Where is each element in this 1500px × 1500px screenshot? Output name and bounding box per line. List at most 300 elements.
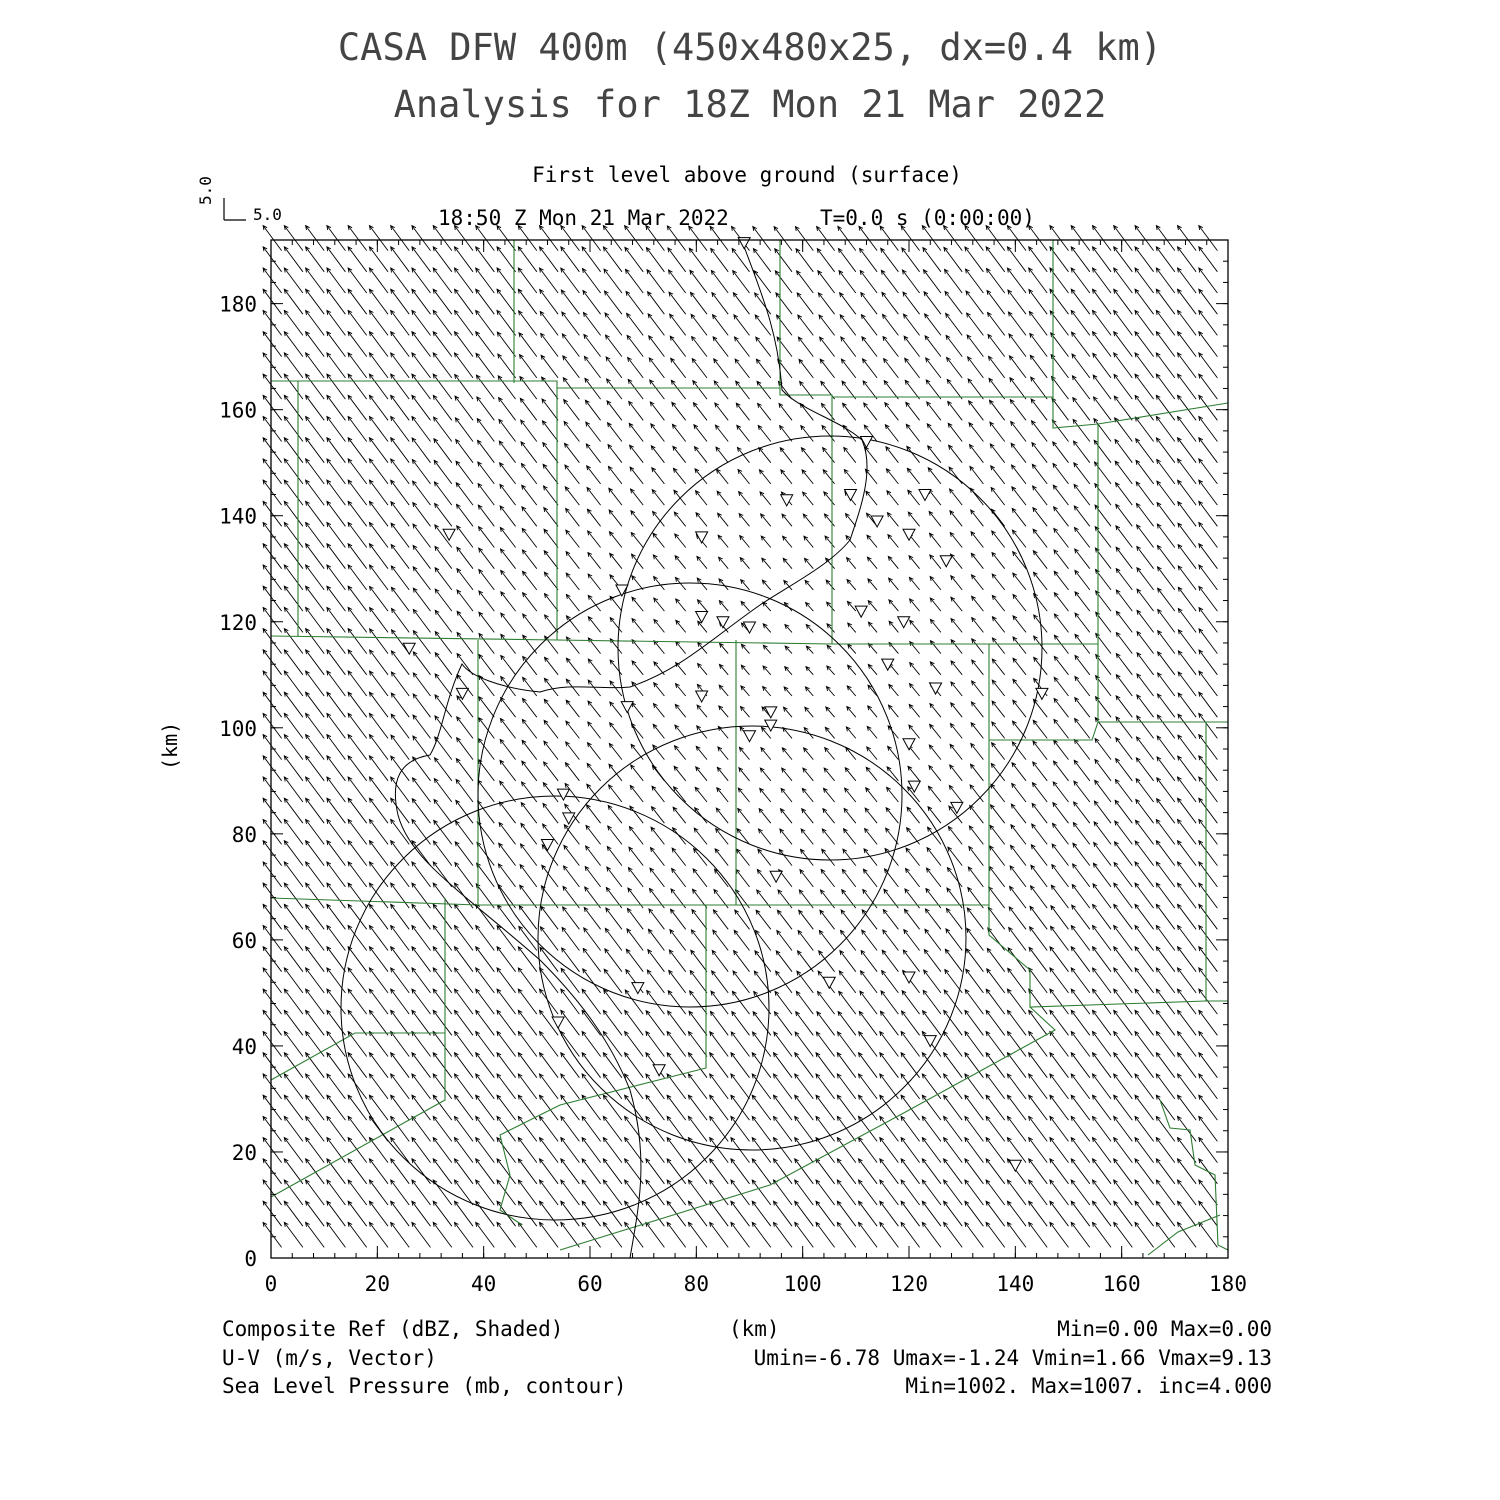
wind-vector [1029,311,1047,335]
wind-vector [668,248,686,272]
wind-vector [327,650,346,675]
wind-vector [777,337,792,357]
wind-vector [435,653,452,675]
wind-vector [1178,395,1197,420]
wind-vector [695,447,708,463]
wind-vector [1178,480,1197,505]
wind-vector [781,470,792,484]
wind-vector [859,1159,878,1184]
wind-vector [930,533,941,547]
wind-vector [588,617,600,633]
wind-vector [944,1138,963,1163]
wind-vector [1135,883,1154,908]
wind-vector [1137,737,1154,760]
wind-vector [1029,1180,1048,1205]
wind-vector [676,684,686,696]
wind-vector [825,727,834,738]
wind-vector [629,827,643,845]
wind-vector [562,334,579,357]
title-line-1: CASA DFW 400m (450x480x25, dx=0.4 km) [337,26,1163,69]
wind-vector [803,514,813,526]
wind-vector [865,829,878,845]
wind-vector [1008,290,1026,314]
wind-vector [697,705,707,717]
wind-vector [756,337,771,357]
wind-vector [497,1180,516,1205]
wind-vector [455,968,474,993]
wind-vector [542,845,558,866]
wind-vector [561,290,579,314]
wind-vector [604,269,622,293]
wind-vector [992,680,1005,696]
wind-vector [1093,289,1112,314]
wind-vector [689,248,707,272]
wind-vector [667,1180,686,1205]
wind-vector [520,377,537,400]
wind-vector [1007,989,1026,1014]
wind-vector [712,293,728,315]
wind-vector [412,841,431,866]
wind-vector [887,513,898,527]
wind-vector [284,1032,303,1057]
wind-vector [327,353,346,378]
wind-vector [863,359,878,378]
wind-vector [827,624,835,633]
wind-vector [1114,332,1133,357]
wind-vector [646,248,664,272]
wind-vector [1199,501,1218,526]
wind-vector [817,227,835,251]
wind-vector [625,1010,644,1035]
wind-vector [540,290,558,315]
wind-vector [1054,761,1069,781]
wind-vector [752,1180,771,1205]
wind-vector [627,929,643,951]
wind-vector [717,767,728,781]
wind-vector [1007,1010,1026,1035]
wind-vector [906,424,919,441]
wind-vector [1135,947,1154,972]
wind-vector [518,1222,537,1247]
wind-vector [1009,927,1026,950]
wind-vector [883,337,898,357]
wind-vector [412,1010,431,1035]
wind-vector [1074,802,1090,823]
wind-vector [1199,904,1218,929]
wind-vector [585,378,601,399]
wind-vector [987,269,1005,294]
wind-vector [738,788,749,802]
wind-vector [1136,482,1153,505]
wind-vector [1158,673,1175,696]
station-marker [1036,688,1048,699]
wind-vector [562,948,580,972]
wind-vector [731,1159,750,1184]
wind-vector [923,248,941,272]
wind-vector [608,806,622,824]
wind-vector [369,926,388,951]
wind-vector [413,631,430,654]
wind-vector [1178,1053,1197,1078]
wind-vector [1093,247,1112,272]
wind-vector [795,1053,814,1078]
wind-vector [519,906,537,930]
wind-vector [455,1010,474,1035]
wind-vector [1093,947,1112,972]
wind-vector [795,1032,813,1057]
wind-vector [883,314,899,335]
wind-vector [391,904,410,929]
wind-vector [970,806,984,824]
wind-vector [688,1116,707,1141]
wind-vector [1011,825,1026,845]
wind-vector [1007,1074,1026,1099]
wind-vector [731,1222,750,1247]
wind-vector [561,1159,580,1184]
wind-vector [1007,1201,1026,1226]
wind-vector [263,1201,282,1226]
wind-vector [348,1222,367,1247]
wind-vector [348,438,367,463]
wind-vector [827,602,835,611]
wind-vector [391,1138,410,1163]
wind-vector [903,292,920,314]
wind-vector [839,271,856,293]
wind-vector [1135,1222,1154,1247]
wind-vector [909,556,920,569]
wind-vector [971,702,983,717]
wind-vector [476,947,495,972]
wind-vector [476,926,495,951]
wind-vector [1156,395,1175,420]
wind-vector [1094,801,1111,823]
wind-vector [1095,739,1111,760]
wind-vector [263,1032,282,1057]
wind-vector [986,1159,1005,1184]
wind-vector [987,948,1004,971]
wind-vector [739,514,749,527]
wind-vector [822,426,835,442]
wind-vector [1075,656,1090,675]
wind-vector [306,226,325,251]
wind-vector [327,1116,346,1141]
wind-vector [841,337,856,357]
wind-vector [902,991,920,1014]
wind-vector [391,268,410,293]
wind-vector [327,247,346,272]
wind-vector [1094,822,1111,845]
footer-field-3-label: Sea Level Pressure (mb, contour) [222,1374,627,1398]
wind-vector [859,1222,878,1247]
wind-vector [626,291,643,314]
wind-vector [1156,862,1175,887]
wind-vector [306,798,325,823]
wind-vector [284,1180,303,1205]
wind-vector [910,599,920,611]
wind-vector [710,1116,729,1141]
wind-vector [865,808,877,823]
wind-vector [986,247,1005,272]
wind-vector [859,1053,878,1078]
wind-vector [456,461,473,484]
wind-vector [868,643,877,653]
wind-vector [263,289,282,314]
wind-vector [523,614,537,632]
wind-vector [806,603,814,612]
wind-vector [991,784,1005,802]
wind-vector [412,1201,431,1226]
y-tick-label: 40 [231,1034,257,1059]
wind-vector [971,510,984,526]
wind-vector [888,556,898,568]
wind-vector [603,1010,622,1035]
wind-vector [1093,968,1112,993]
wind-vector [861,293,877,315]
wind-vector [412,353,431,378]
wind-vector [1114,1180,1133,1205]
wind-vector [306,353,325,378]
wind-vector [991,466,1005,484]
wind-vector [716,447,728,463]
wind-vector [673,468,685,484]
wind-vector [1050,947,1069,972]
wind-vector [369,904,388,929]
wind-vector [263,226,282,251]
wind-vector [1010,866,1026,887]
wind-vector [774,1032,792,1057]
wind-vector [775,991,792,1014]
wind-vector [457,569,473,590]
wind-vector [1050,1222,1069,1247]
wind-vector [544,572,558,590]
wind-vector [1116,759,1133,781]
wind-vector [821,870,835,887]
wind-vector [1178,417,1197,442]
wind-vector [1178,926,1197,951]
wind-vector [1007,1053,1026,1078]
wind-vector [925,909,941,929]
wind-vector [926,380,941,399]
wind-vector [818,991,835,1014]
wind-vector [1199,374,1218,399]
wind-vector [867,747,877,760]
wind-vector [348,310,367,335]
wind-vector [904,336,920,356]
wind-vector [263,523,282,548]
wind-vector [348,374,367,399]
wind-vector [796,991,813,1014]
wind-vector [521,803,537,824]
wind-vector [987,969,1005,993]
wind-vector [1011,443,1026,462]
wind-vector [1114,1159,1133,1184]
wind-vector [284,607,303,632]
wind-vector [972,596,984,611]
wind-vector [1093,310,1112,335]
wind-vector [543,803,558,823]
wind-vector [1093,1159,1112,1184]
wind-vector [1093,268,1112,293]
wind-vector [826,707,835,717]
wind-vector [672,424,685,441]
wind-vector [1156,310,1175,335]
wind-vector [887,787,899,802]
wind-vector [817,1012,835,1036]
wind-vector [284,650,303,675]
wind-vector [518,1095,537,1120]
wind-vector [306,310,325,335]
wind-vector [391,226,410,251]
vector-key-icon [224,198,246,220]
wind-vector [776,951,792,972]
wind-vector [1029,989,1048,1014]
wind-vector [1074,506,1090,526]
wind-vector [455,1032,474,1057]
wind-vector [433,1138,452,1163]
wind-vector [306,544,325,569]
wind-vector [988,335,1005,357]
wind-vector [888,535,899,548]
wind-vector [1157,778,1175,802]
wind-vector [731,1095,750,1120]
wind-vector [1157,524,1175,548]
wind-vector [732,249,749,272]
wind-vector [369,353,388,378]
wind-vector [990,825,1005,844]
wind-vector [499,843,516,865]
wind-vector [1156,968,1175,993]
wind-vector [369,289,388,314]
wind-vector [691,292,708,314]
wind-vector [348,1053,367,1078]
wind-vector [649,909,665,929]
wind-vector [760,492,771,505]
wind-vector [519,333,537,357]
wind-vector [866,491,877,505]
wind-vector [625,990,643,1014]
wind-vector [847,686,856,696]
wind-vector [500,781,516,802]
wind-vector [541,906,558,929]
wind-vector [263,777,282,802]
wind-vector [1199,968,1218,993]
wind-vector [348,883,367,908]
wind-vector [1050,1180,1069,1205]
wind-vector [1116,569,1132,590]
wind-vector [946,335,962,356]
wind-vector [715,869,729,887]
wind-vector [691,930,707,951]
wind-vector [866,788,877,802]
wind-vector [798,315,814,335]
wind-vector [434,417,452,441]
wind-vector [987,291,1005,315]
wind-vector [846,747,856,759]
wind-vector [479,548,495,569]
wind-vector [499,441,515,463]
wind-vector [306,841,325,866]
wind-vector [986,1222,1005,1247]
wind-vector [348,671,367,696]
wind-vector [863,869,877,887]
wind-vector [588,553,601,569]
wind-vector [476,1116,495,1141]
wind-vector [1008,312,1026,335]
wind-vector [284,883,303,908]
wind-vector [800,404,813,421]
wind-vector [740,558,749,569]
wind-vector [582,1222,601,1247]
wind-vector [1178,1159,1197,1184]
wind-vector [497,1053,516,1078]
wind-vector [799,910,814,929]
wind-vector [1178,1010,1197,1035]
wind-vector [434,482,451,505]
wind-vector [1073,823,1090,845]
wind-vector [868,579,877,590]
wind-vector [455,989,474,1014]
wind-vector [1199,862,1218,887]
wind-vector [1135,1138,1154,1163]
wind-vector [1156,1180,1175,1205]
wind-vector [733,293,749,315]
wind-vector [391,1010,410,1035]
wind-vector [348,1201,367,1226]
wind-vector [391,672,409,696]
wind-vector [632,597,643,611]
wind-vector [370,586,389,611]
wind-vector [779,404,792,421]
wind-vector [1075,570,1090,590]
wind-vector [929,766,941,781]
wind-vector [348,1116,367,1141]
wind-vector [1013,552,1026,569]
wind-vector [263,310,282,335]
y-tick-label: 180 [219,292,257,317]
wind-vector [369,756,388,781]
wind-vector [966,969,984,993]
wind-vector [1135,904,1154,929]
wind-vector [693,403,707,421]
wind-vector [583,291,601,315]
footer-field-2-label: U-V (m/s, Vector) [222,1346,437,1370]
wind-vector [1007,1222,1026,1247]
wind-vector [965,1010,984,1035]
wind-vector [1158,609,1175,632]
wind-vector [456,440,473,463]
wind-vector [760,768,771,781]
wind-vector [561,1116,580,1141]
wind-vector [306,374,325,399]
wind-vector [986,1074,1005,1099]
wind-vector [566,658,579,675]
wind-vector [306,947,325,972]
wind-vector [497,1074,516,1099]
wind-vector [455,1201,474,1226]
wind-vector [540,1116,559,1141]
wind-vector [901,1159,920,1184]
wind-vector [391,819,410,844]
wind-vector [479,697,495,718]
wind-vector [777,910,792,929]
wind-vector [582,269,600,294]
wind-vector [545,615,559,633]
wind-vector [1033,720,1047,738]
wind-vector [625,1053,644,1078]
wind-vector [263,438,282,463]
station-marker [653,1065,665,1076]
wind-vector [1032,421,1048,442]
